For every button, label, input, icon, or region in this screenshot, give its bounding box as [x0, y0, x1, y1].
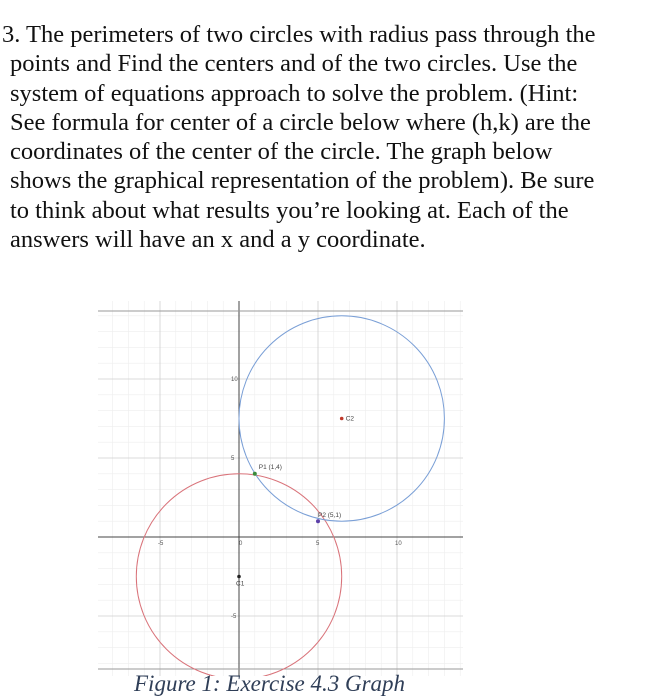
- problem-line: system of equations approach to solve the problem. (Hint:: [10, 79, 579, 107]
- x-tick-label: -5: [158, 541, 164, 547]
- graph-background: [98, 301, 463, 676]
- exercise-graph: [98, 301, 463, 676]
- point-c2-label: C2: [345, 415, 355, 423]
- problem-line: 3. The perimeters of two circles with radius pass through the: [2, 21, 596, 48]
- x-tick-label: 5: [316, 541, 320, 547]
- problem-line: See formula for center of a circle below where (h,k) are the: [10, 108, 591, 136]
- problem-line: answers will have an x and a y coordinate.: [10, 226, 426, 254]
- problem-line: points and Find the centers and of the two circles. Use the: [10, 50, 578, 78]
- point-p1: [253, 472, 257, 476]
- y-tick-label: -5: [231, 614, 237, 620]
- point-c1-label: C1: [236, 580, 245, 588]
- y-tick-label: 5: [231, 456, 235, 462]
- figure-caption: Figure 1: Exercise 4.3 Graph: [134, 671, 406, 696]
- point-p1-label: P1 (1,4): [258, 463, 282, 471]
- problem-statement: [2, 20, 612, 254]
- x-tick-label: 10: [395, 541, 402, 547]
- x-tick-label: 0: [239, 541, 243, 547]
- point-c2: [340, 417, 344, 421]
- y-tick-label: 10: [231, 377, 238, 383]
- problem-line: shows the graphical representation of the problem). Be sure: [10, 167, 595, 195]
- problem-line: to think about what results you’re looking at. Each of the: [10, 196, 569, 224]
- problem-line: coordinates of the center of the circle. The graph below: [10, 138, 553, 166]
- point-p2: [316, 519, 320, 523]
- graph-canvas: [98, 301, 463, 676]
- point-p2-label: P2 (5,1): [318, 512, 342, 520]
- point-c1: [237, 575, 241, 579]
